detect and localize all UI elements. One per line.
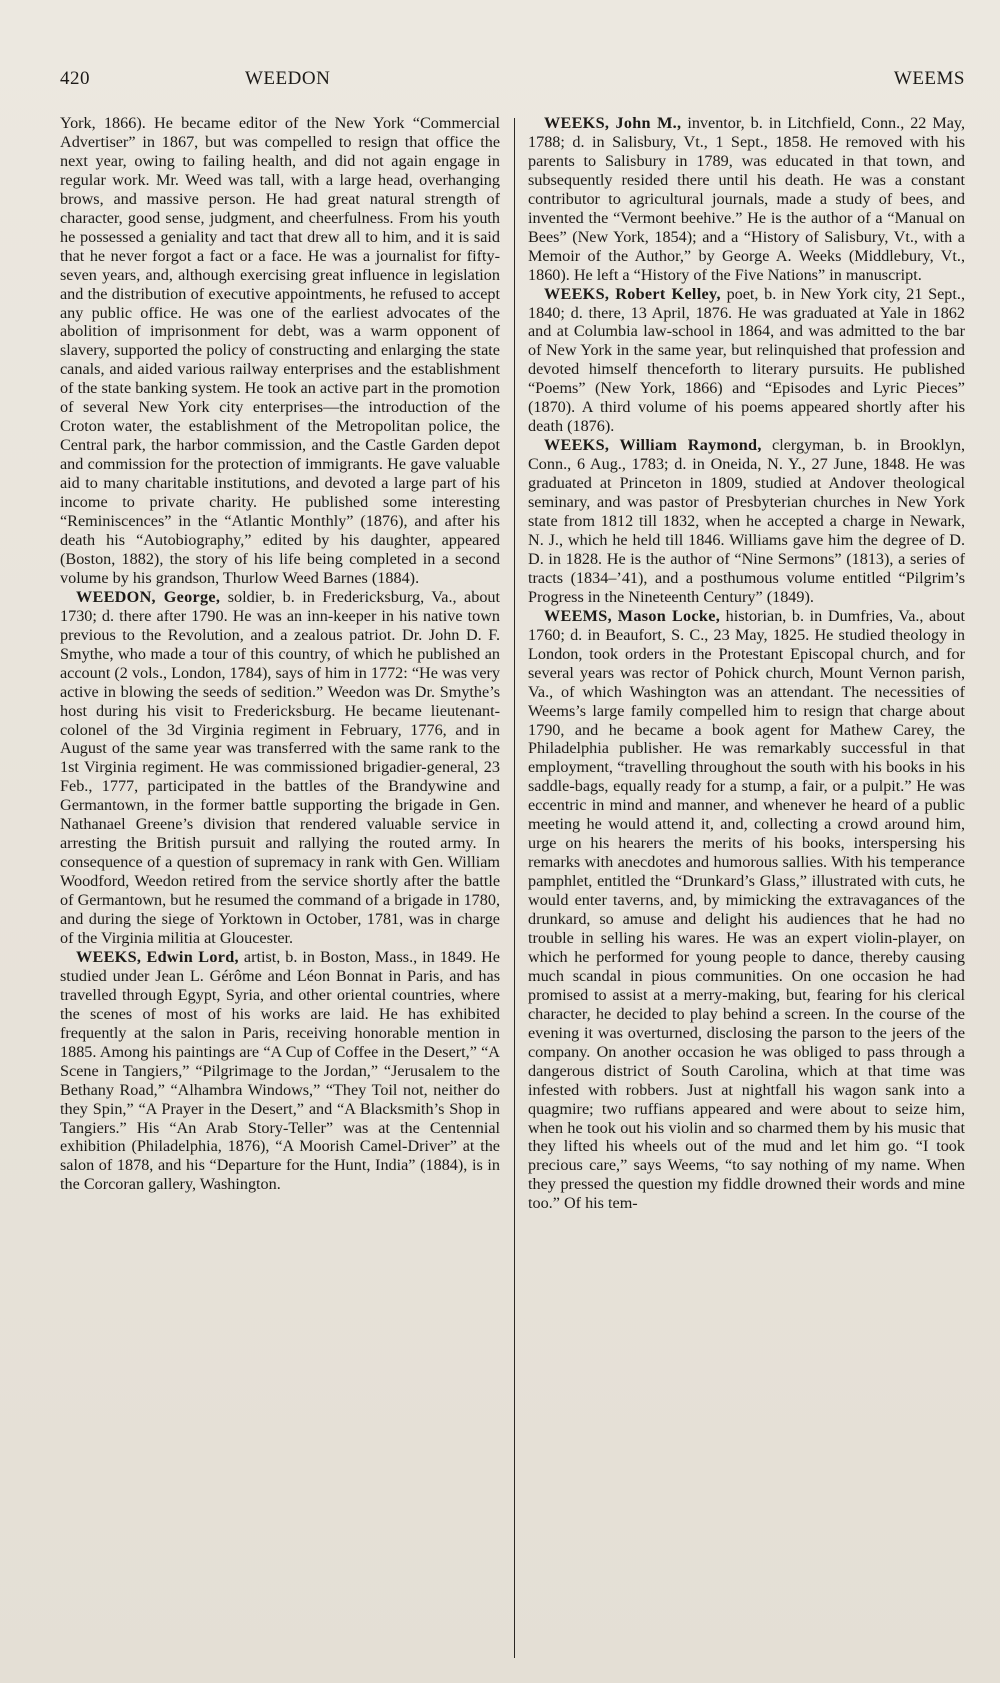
entry-text: artist, b. in Boston, Mass., in 1849. He studied under Jean L. Gérôme and Léon Bonnat in Paris, and has travelled through Egypt, Syria, and other oriental countries, where the scenes of most of his works are laid. He has exhibited frequently at the salon in Paris, receiving honorable mention in 1885. Among his paintings are “A Cup of Coffee in the Desert,” “A Scene in Tangiers,” “Pilgrimage to the Jordan,” “Jerusalem to the Bethany Road,” “Alhambra Windows,” “They Toil not, neither do they Spin,” “A Prayer in the Desert,” and “A Blacksmith’s Shop in Tangiers.” His “An Arab Story-Teller” was at the Centennial exhibition (Philadelphia, 1876), “A Moorish Camel-Driver” at the salon of 1878, and his “Departure for the Hunt, India” (1884), is in the Corcoran gallery, Washington. <box>60 947 500 1194</box>
entry-text: clergyman, b. in Brooklyn, Conn., 6 Aug., 1783; d. in Oneida, N. Y., 27 June, 1848. He was graduated at Princeton in 1809, studied at Andover theological seminary, and was pastor of Presbyterian churches in New York state from 1812 till 1832, when he accepted a charge in Newark, N. J., which he held till 1846. Williams gave him the degree of D. D. in 1828. He is the author of “Nine Sermons” (1813), a series of tracts (1834–’41), and a posthumous volume entitled “Pilgrim’s Progress in the Nineteenth Century” (1849). <box>528 436 966 606</box>
left-running-head: WEEDON <box>245 68 331 89</box>
entry-text: poet, b. in New York city, 21 Sept., 1840; d. there, 13 April, 1876. He was graduated at Yale in 1862 and at Columbia law-school in 1864, and was admitted to the bar of New York in the same year, but relinquished that profession and devoted himself thenceforth to literary pursuits. He published “Poems” (New York, 1866) and “Episodes and Lyric Pieces” (1870). A third volume of his poems appeared shortly after his death (1876). <box>528 284 965 436</box>
entry-headword: WEEKS, Robert Kelley, <box>544 284 721 303</box>
entry-text: historian, b. in Dumfries, Va., about 1760; d. in Beaufort, S. C., 23 May, 1825. He studied theology in London, took orders in the Protestant Episcopal church, and for several years was rector of Pohick church, Mount Vernon parish, Va., of which Washington was an attendant. The necessities of Weems’s large family compelled him to resign that charge about 1790, and he became a book agent for Mathew Carey, the Philadelphia publisher. He was remarkably successful in that employment, “travelling throughout the south with his books in his saddle-bags, equally ready for a stump, a fair, or a pulpit.” He was eccentric in mind and manner, and whenever he heard of a public meeting he would attend it, and, collecting a crowd around him, urge on his hearers the merits of his books, interspersing his remarks with anecdotes and humorous sallies. With his temperance pamphlet, entitled the “Drunkard’s Glass,” illustrated with cuts, he would enter taverns, and, by mimicking the extravagances of the drunkard, so amuse and delight his audiences that he had no trouble in selling his wares. He was an expert violin-player, on which he performed for young people to dance, thereby causing much scandal in pious communities. On one occasion he had promised to assist at a merry-making, but, fearing for his clerical character, he decided to play behind a screen. In the course of the evening it was overturned, disclosing the parson to the jeers of the company. On another occasion he was obliged to pass through a dangerous district of South Carolina, which at that time was infested with robbers. Just at nightfall his wagon sank into a quagmire; two ruffians appeared and were about to seize him, when he took out his violin and so charmed them by his music that they lifted his wheels out of the mud and let him go. “I took precious care,” says Weems, “to say nothing of my name. When they pressed the question my fiddle drowned their words and mine too.” Of his tem- <box>528 606 966 1213</box>
right-column <box>528 114 965 1213</box>
entry-weems-mason-locke <box>528 607 965 1214</box>
entry-weeks-william-raymond <box>528 436 965 607</box>
entry-headword: WEEKS, Edwin Lord, <box>76 947 239 966</box>
entry-weedon-george <box>60 588 500 948</box>
entry-text: soldier, b. in Fredericksburg, Va., about 1730; d. there after 1790. He was an inn-keeper in his native town previous to the Revolution, and a zealous patriot. Dr. John D. F. Smythe, who made a tour of this country, of which he published an account (2 vols., London, 1784), says of him in 1772: “He was very active in blowing the seeds of sedition.” Weedon was Dr. Smythe’s host during his visit to Fredericksburg. He became lieutenant-colonel of the 3d Virginia regiment in February, 1776, and in August of the same year was transferred with the same rank to the 1st Virginia regiment. He was commissioned brigadier-general, 23 Feb., 1777, participated in the battles of the Brandywine and Germantown, in the former battle supporting the brigade in Gen. Nathanael Greene’s division that rendered valuable service in arresting the British pursuit and rallying the routed army. In consequence of a question of supremacy in rank with Gen. William Woodford, Weedon retired from the service shortly after the battle of Germantown, but he resumed the command of a brigade in 1780, and during the siege of Yorktown in October, 1781, was in charge of the Virginia militia at Gloucester. <box>60 587 501 947</box>
entry-headword: WEEKS, John M., <box>544 114 682 132</box>
page-number: 420 <box>60 68 90 89</box>
entry-headword: WEEDON, George, <box>76 587 221 606</box>
left-column <box>60 114 500 1194</box>
running-header <box>60 68 965 92</box>
entry-text: inventor, b. in Litchfield, Conn., 22 May, 1788; d. in Salisbury, Vt., 1 Sept., 1858. He removed with his parents to Salisbury in 1789, was educated in that town, and subsequently resided there until his death. He was a constant contributor to agricultural journals, made a study of bees, and invented the “Vermont beehive.” He is the author of a “Manual on Bees” (New York, 1854); and a “History of Salisbury, Vt., with a Memoir of the Author,” by George A. Weeks (Middlebury, Vt., 1860). He left a “History of the Five Nations” in manuscript. <box>528 114 965 284</box>
right-running-head: WEEMS <box>893 68 965 89</box>
entry-headword: WEEKS, William Raymond, <box>544 436 762 455</box>
entry-weeks-john-m <box>528 114 965 285</box>
weed-continuation-paragraph: York, 1866). He became editor of the New York “Commercial Advertiser” in 1867, but was compelled to resign that office the next year, owing to failing health, and did not again engage in regular work. Mr. Weed was tall, with a large head, overhanging brows, and massive person. He had great natural strength of character, good sense, judgment, and cheerfulness. From his youth he possessed a geniality and tact that drew all to him, and it is said that he never forgot a fact or a face. He was a journalist for fifty-seven years, and, although exercising great influence in legislation and the distribution of executive appointments, he refused to accept any public office. He was one of the earliest advocates of the abolition of imprisonment for debt, was a warm opponent of slavery, supported the policy of constructing and enlarging the state canals, and aided various railway enterprises and the establishment of the state banking system. He took an active part in the promotion of several New York city enterprises—the introduction of the Croton water, the establishment of the Metropolitan police, the Central park, the harbor commission, and the Castle Garden depot and commission for the protection of immigrants. He gave valuable aid to many charitable institutions, and devoted a large part of his income to private charity. He published some interesting “Reminiscences” in the “Atlantic Monthly” (1876), and after his death his “Autobiography,” edited by his daughter, appeared (Boston, 1882), the story of his life being completed in a second volume by his grandson, Thurlow Weed Barnes (1884). <box>60 114 500 587</box>
entry-weeks-robert-kelley <box>528 285 965 437</box>
entry-weeks-edwin-lord <box>60 948 500 1194</box>
entry-headword: WEEMS, Mason Locke, <box>544 606 721 625</box>
column-divider <box>514 118 515 1658</box>
